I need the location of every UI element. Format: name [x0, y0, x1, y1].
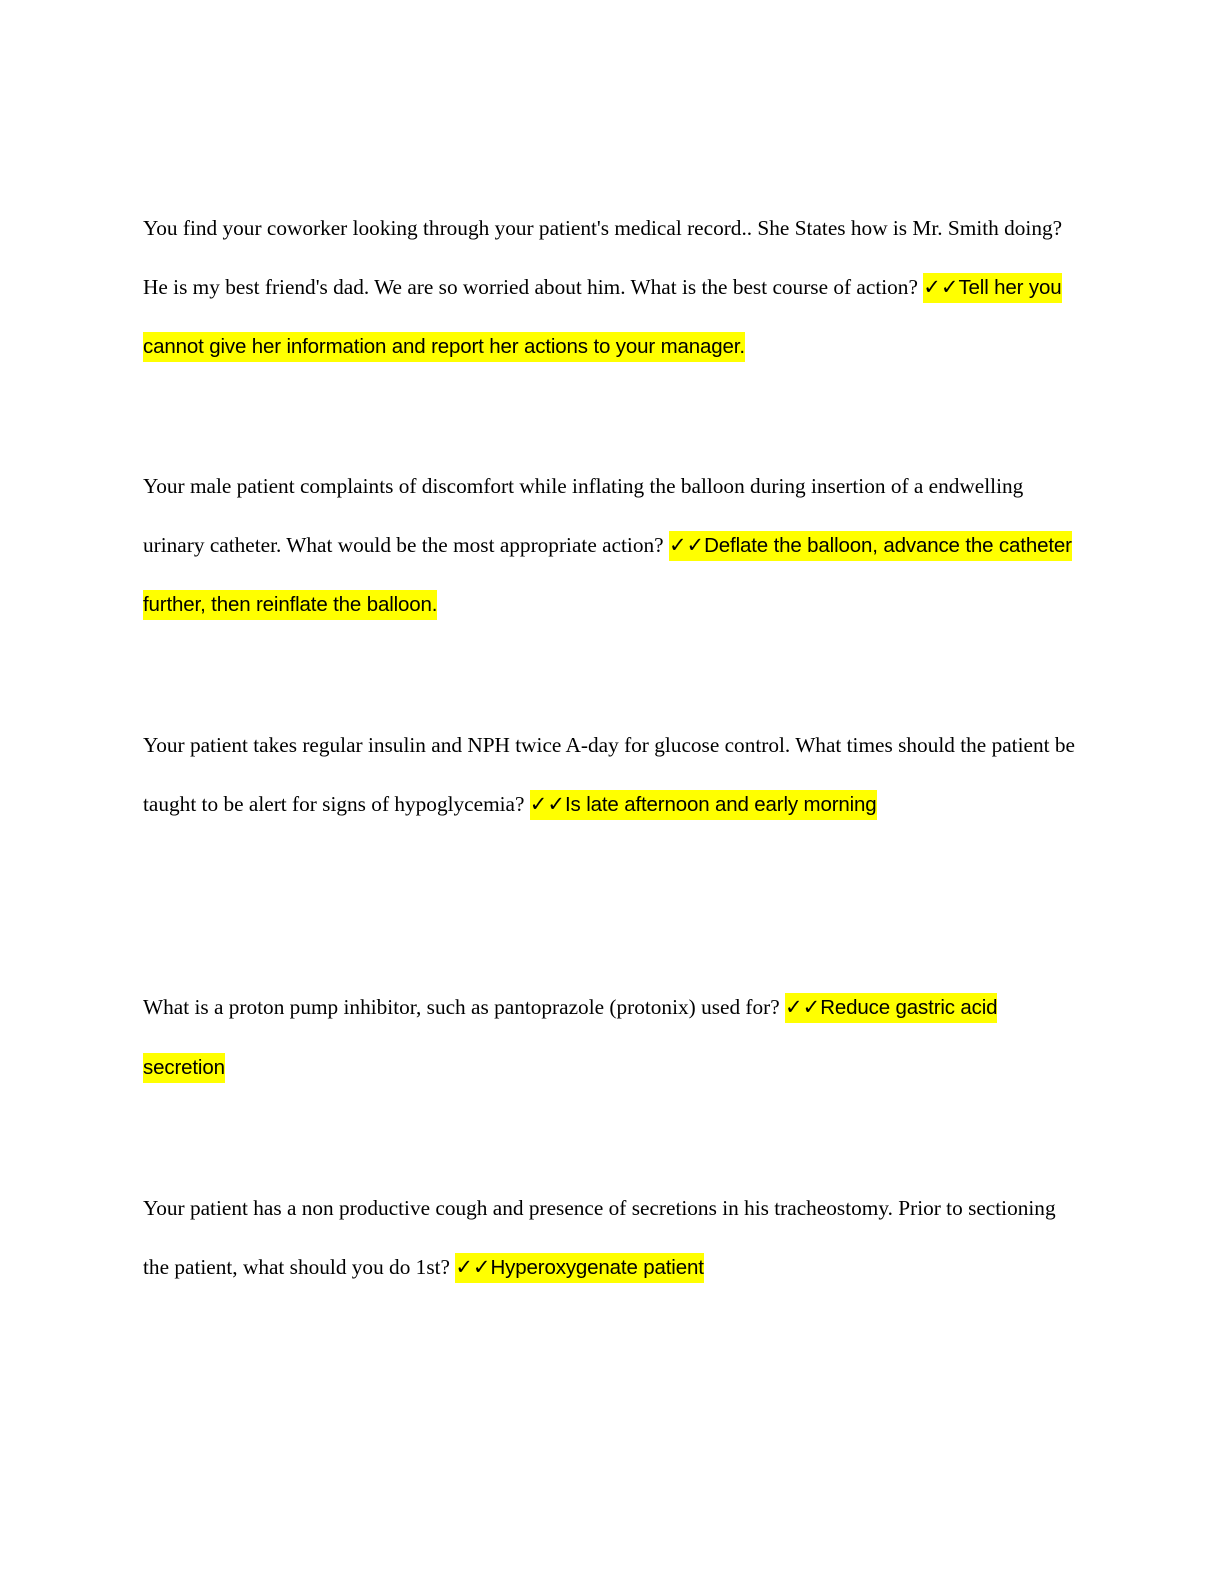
qa-item [143, 199, 1078, 377]
qa-item [143, 716, 1078, 834]
question-text: Your patient has a non productive cough and presence of secretions in his tracheostomy. Prior to sectioning the patient, what should you do 1st? [143, 1196, 1056, 1279]
question-text: What is a proton pump inhibitor, such as pantoprazole (protonix) used for? [143, 995, 780, 1019]
double-check-icon: ✓✓ [668, 532, 705, 557]
answer-highlight [530, 790, 877, 820]
qa-item [143, 978, 1078, 1097]
question-text: You find your coworker looking through your patient's medical record.. She States how is Mr. Smith doing? He is my best friend's dad. We are so worried about him. What is the best course of action? [143, 216, 1063, 299]
answer-text: Hyperoxygenate patient [490, 1255, 704, 1279]
answer-highlight [455, 1253, 703, 1283]
double-check-icon: ✓✓ [923, 274, 959, 299]
double-check-icon: ✓✓ [529, 791, 565, 816]
answer-text: Reduce gastric acid secretion [143, 996, 998, 1079]
answer-text: Is late afternoon and early morning [565, 792, 877, 816]
answer-text: Tell her you cannot give her information and report her actions to your manager. [143, 275, 1062, 358]
question-text: Your male patient complaints of discomfort while inflating the balloon during insertion of a endwelling urinary catheter. What would be the most appropriate action? [143, 474, 1024, 557]
double-check-icon: ✓✓ [785, 995, 821, 1019]
qa-item [143, 457, 1078, 635]
answer-text: Deflate the balloon, advance the catheter further, then reinflate the balloon. [143, 533, 1072, 616]
double-check-icon: ✓✓ [455, 1254, 491, 1279]
qa-item [143, 1179, 1078, 1297]
question-text: Your patient takes regular insulin and NPH twice A-day for glucose control. What times should the patient be taught to be alert for signs of hypoglycemia? [143, 733, 1075, 816]
